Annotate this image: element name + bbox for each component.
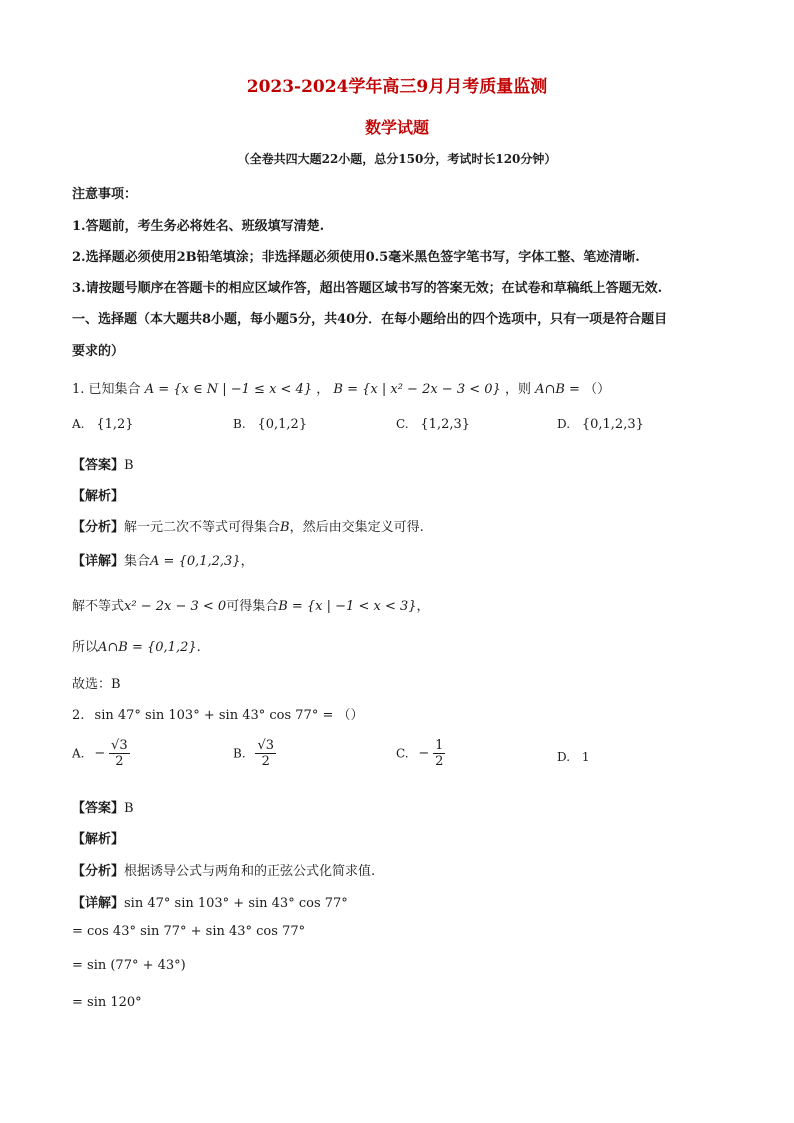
detail-math-2: B = {x | −1 < x < 3} xyxy=(278,599,417,614)
xiangjie-tag: 【详解】 xyxy=(72,554,125,569)
fraction-numerator: √3 xyxy=(111,738,128,753)
q2-fenxi xyxy=(72,860,375,879)
q2-analysis-tag: 【解析】 xyxy=(72,832,125,847)
question-2 xyxy=(72,704,364,723)
detail-mid: 可得集合 xyxy=(226,599,279,614)
document-title: 2023-2024学年高三9月月考质量监测 xyxy=(246,77,548,97)
detail-text: 解不等式 xyxy=(72,599,125,614)
fraction-denominator: 2 xyxy=(261,754,270,769)
q1-conclusion: 故选：B xyxy=(72,677,121,692)
detail-text: 集合 xyxy=(124,554,151,569)
q1-detail-1 xyxy=(72,550,254,569)
answer-tag: 【答案】 xyxy=(72,801,125,816)
option-fraction xyxy=(255,738,276,769)
q1-option-b[interactable] xyxy=(233,417,307,432)
question-2-prefix: 2. xyxy=(72,708,85,723)
section-heading-line1: 一、选择题（本大题共8小题，每小题5分，共40分．在每小题给出的四个选项中，只有一项是符合题目 xyxy=(72,312,668,327)
detail-suffix: ， xyxy=(240,554,254,569)
fraction-denominator: 2 xyxy=(435,754,444,769)
q1-detail-2 xyxy=(72,595,430,614)
detail-math: A = {0,1,2,3} xyxy=(150,554,241,569)
option-label: D. xyxy=(557,417,571,431)
option-value: 1 xyxy=(581,750,590,764)
option-label: D. xyxy=(557,750,571,764)
question-1-suffix: ，则 xyxy=(504,382,531,397)
question-1-comma: ， xyxy=(316,382,330,397)
option-fraction xyxy=(433,738,445,769)
fenxi-tag: 【分析】 xyxy=(72,520,125,535)
fraction-denominator: 2 xyxy=(115,754,124,769)
option-value: {1,2,3} xyxy=(420,417,471,432)
fenxi-text: 解一元二次不等式可得集合 xyxy=(124,520,281,535)
q2-answer xyxy=(72,797,134,816)
option-label: B. xyxy=(233,746,246,761)
option-value: {0,1,2} xyxy=(257,417,308,432)
question-1-set-a: A = {x ∈ N | −1 ≤ x < 4} xyxy=(144,382,313,397)
fenxi-var: B xyxy=(280,520,290,535)
q2-option-b[interactable] xyxy=(233,738,276,769)
detail-math: sin 47° sin 103° + sin 43° cos 77° xyxy=(124,896,348,911)
detail-math: x² − 2x − 3 < 0 xyxy=(124,599,227,614)
detail-suffix: . xyxy=(196,640,201,655)
question-2-paren: （） xyxy=(337,708,364,723)
option-label: C. xyxy=(396,417,409,431)
detail-text: 所以 xyxy=(72,640,99,655)
option-label: B. xyxy=(233,417,246,431)
answer-tag: 【答案】 xyxy=(72,458,125,473)
q1-option-a[interactable] xyxy=(72,417,134,432)
option-fraction xyxy=(109,738,130,769)
q1-analysis-tag: 【解析】 xyxy=(72,489,125,504)
q1-answer xyxy=(72,454,134,473)
option-sign: − xyxy=(418,746,430,761)
q1-option-c[interactable] xyxy=(396,417,470,432)
option-label: C. xyxy=(396,746,409,761)
notice-item-2: 2.选择题必须使用2B铅笔填涂；非选择题必须使用0.5毫米黑色签字笔书写，字体工整、笔迹清晰. xyxy=(72,250,640,265)
q1-option-d[interactable] xyxy=(557,417,644,432)
detail-math: A∩B = {0,1,2} xyxy=(98,640,197,655)
question-1-set-b: B = {x | x² − 2x − 3 < 0} xyxy=(333,382,501,397)
q2-detail-1 xyxy=(72,892,348,911)
answer-value: B xyxy=(124,801,134,816)
notice-item-3: 3.请按题号顺序在答题卡的相应区域作答，超出答题区域书写的答案无效；在试卷和草稿纸上答题无效. xyxy=(72,281,663,296)
fraction-numerator: 1 xyxy=(435,738,444,753)
fraction-numerator: √3 xyxy=(257,738,275,753)
q2-option-d[interactable] xyxy=(557,750,589,764)
question-1-expression: A∩B = xyxy=(535,382,580,397)
fenxi-tag: 【分析】 xyxy=(72,864,125,879)
q2-option-c[interactable] xyxy=(396,738,445,769)
q2-step-2: = cos 43° sin 77° + sin 43° cos 77° xyxy=(72,924,306,939)
question-2-expression: sin 47° sin 103° + sin 43° cos 77° = xyxy=(94,708,334,723)
fenxi-rest: ，然后由交集定义可得. xyxy=(289,520,424,535)
section-heading-line2: 要求的） xyxy=(72,344,125,359)
exam-info: （全卷共四大题22小题，总分150分，考试时长120分钟） xyxy=(237,152,557,166)
fenxi-text: 根据诱导公式与两角和的正弦公式化简求值. xyxy=(124,864,376,879)
question-1 xyxy=(72,378,610,397)
option-value: {0,1,2,3} xyxy=(581,417,644,432)
option-sign: − xyxy=(94,746,106,761)
question-1-prefix: 1. 已知集合 xyxy=(72,382,141,397)
q1-fenxi xyxy=(72,516,424,535)
xiangjie-tag: 【详解】 xyxy=(72,896,125,911)
detail-suffix: ， xyxy=(416,599,430,614)
question-1-paren: （） xyxy=(584,382,611,397)
answer-value: B xyxy=(124,458,134,473)
notice-heading: 注意事项： xyxy=(72,187,138,202)
subject-title: 数学试题 xyxy=(364,118,429,137)
q2-step-4: = sin 120° xyxy=(72,995,142,1010)
notice-item-1: 1.答题前，考生务必将姓名、班级填写清楚. xyxy=(72,219,325,234)
option-label: A. xyxy=(72,417,85,431)
q2-option-a[interactable] xyxy=(72,738,130,769)
q1-detail-3 xyxy=(72,636,201,655)
option-value: {1,2} xyxy=(96,417,134,432)
option-label: A. xyxy=(72,746,85,761)
q2-step-3: = sin (77° + 43°) xyxy=(72,958,186,973)
